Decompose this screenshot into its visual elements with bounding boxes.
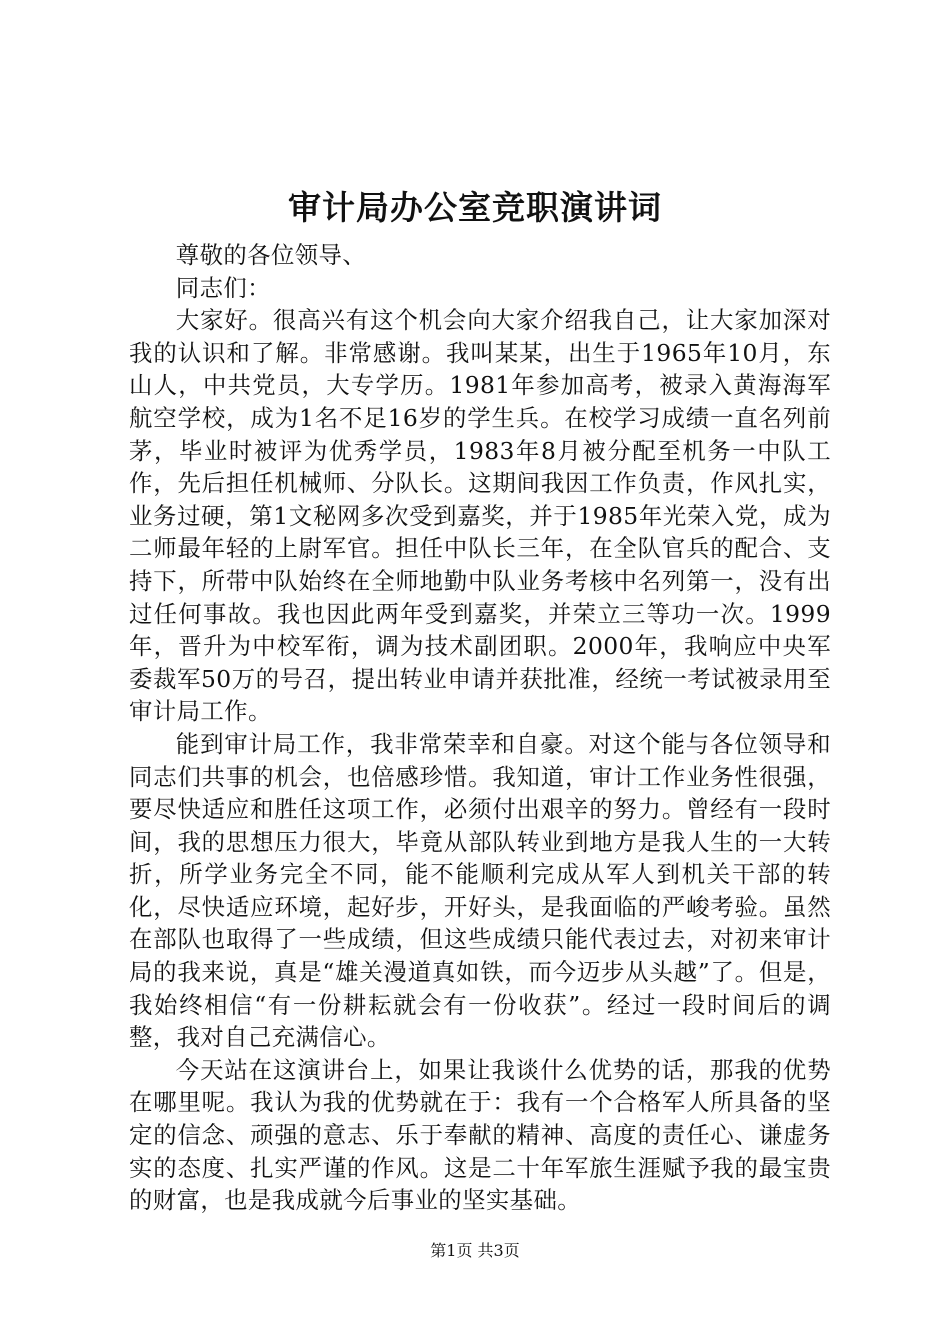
salutation-line-1: 尊敬的各位领导、 — [175, 241, 367, 269]
body-paragraph-1: 大家好。很高兴有这个机会向大家介绍我自己，让大家加深对我的认识和了解。非常感谢。我叫某某，出生于1965年10月，东山人，中共党员，大专学历。1981年参加高考，被录入黄海海军航空学校，成为1名不足16岁的学生兵。在校学习成绩一直名列前茅，毕业时被评为优秀学员，1983年8月被分配至机务一中队工作，先后担任机械师、分队长。这期间我因工作负责，作风扎实，业务过硬，第1文秘网多次受到嘉奖，并于1985年光荣入党，成为二师最年轻的上尉军官。担任中队长三年，在全队官兵的配合、支持下，所带中队始终在全师地勤中队业务考核中名列第一，没有出过任何事故。我也因此两年受到嘉奖，并荣立三等功一次。1999年，晋升为中校军衔，调为技术副团职。2000年，我响应中央军委裁军50万的号召，提出转业申请并获批准，经统一考试被录用至审计局工作。 — [129, 306, 831, 726]
document-title: 审计局办公室竞职演讲词 — [288, 188, 662, 227]
page-footer — [0, 1240, 950, 1262]
body-paragraph-2: 能到审计局工作，我非常荣幸和自豪。对这个能与各位领导和同志们共事的机会，也倍感珍惜。我知道，审计工作业务性很强，要尽快适应和胜任这项工作，必须付出艰辛的努力。曾经有一段时间，我的思想压力很大，毕竟从部队转业到地方是我人生的一大转折，所学业务完全不同，能不能顺利完成从军人到机关干部的转化，尽快适应环境，起好步，开好头，是我面临的严峻考验。虽然在部队也取得了一些成绩，但这些成绩只能代表过去，对初来审计局的我来说，真是“雄关漫道真如铁，而今迈步从头越”了。但是，我始终相信“有一份耕耘就会有一份收获”。经过一段时间后的调整，我对自己充满信心。 — [129, 729, 831, 1052]
salutation-line-2: 同志们： — [175, 273, 271, 302]
document-body — [129, 239, 831, 1217]
page-indicator: 第1页 共3页 — [430, 1241, 520, 1260]
body-paragraph-3: 今天站在这演讲台上，如果让我谈什么优势的话，那我的优势在哪里呢。我认为我的优势就在于：我有一个合格军人所具备的坚定的信念、顽强的意志、乐于奉献的精神、高度的责任心、谦虚务实的态度、扎实严谨的作风。这是二十年军旅生涯赋予我的最宝贵的财富，也是我成就今后事业的坚实基础。 — [129, 1055, 831, 1215]
